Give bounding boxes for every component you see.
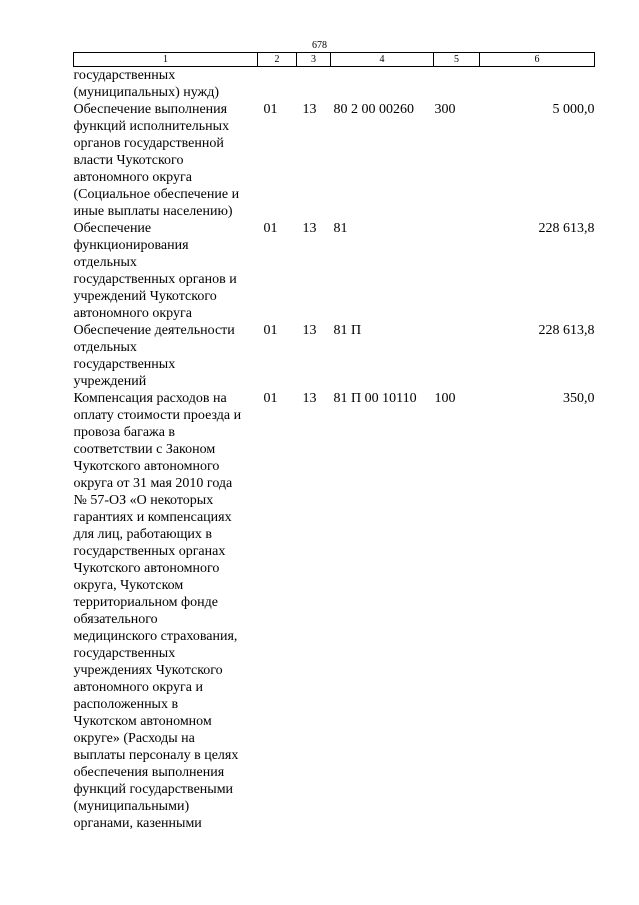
- description-line: функций государствеными: [73, 782, 234, 797]
- description-line: (муниципальных) нужд): [73, 85, 220, 100]
- description-line: округа, Чукотском: [73, 578, 184, 593]
- expense-type-code: 300: [434, 102, 456, 117]
- description-line: органами, казенными: [73, 816, 202, 831]
- description-line: (муниципальными): [73, 799, 190, 814]
- description-line: функционирования: [73, 238, 189, 253]
- description-line: Обеспечение деятельности: [73, 323, 235, 338]
- description-line: государственных органах: [73, 544, 226, 559]
- row-description: [74, 101, 258, 220]
- section-code: [258, 67, 297, 102]
- column-header-3: 3: [297, 53, 331, 67]
- description-line: провоза багажа в: [73, 425, 176, 440]
- table-row: [74, 220, 595, 322]
- description-line: территориальном фонде: [73, 595, 218, 610]
- header-row: [74, 53, 595, 67]
- table-row: [74, 67, 595, 102]
- description-line: государственных: [73, 357, 176, 372]
- section-code: 01: [263, 391, 278, 406]
- description-line: функций исполнительных: [73, 119, 230, 134]
- description-line: государственных органов и: [73, 272, 237, 287]
- amount: 5 000,0: [552, 102, 595, 117]
- description-line: медицинского страхования,: [73, 629, 238, 644]
- expense-type-code: 100: [434, 391, 456, 406]
- description-line: учреждений Чукотского: [73, 289, 217, 304]
- description-line: Обеспечение выполнения: [73, 102, 228, 117]
- target-article-code: 81: [333, 221, 348, 236]
- row-description: [74, 67, 258, 102]
- description-line: Обеспечение: [73, 221, 152, 236]
- table-row: [74, 322, 595, 390]
- table-row: [74, 101, 595, 220]
- description-line: (Социальное обеспечение и: [73, 187, 240, 202]
- description-line: государственных: [73, 68, 176, 83]
- description-line: для лиц, работающих в: [73, 527, 213, 542]
- description-line: оплату стоимости проезда и: [73, 408, 242, 423]
- description-line: округе» (Расходы на: [73, 731, 195, 746]
- table-row: [74, 390, 595, 832]
- description-line: гарантиях и компенсациях: [73, 510, 232, 525]
- amount: 228 613,8: [538, 323, 595, 338]
- target-article-code: 81 П: [333, 323, 362, 338]
- description-line: автономного округа: [73, 170, 192, 185]
- column-header-5: 5: [434, 53, 480, 67]
- description-line: обеспечения выполнения: [73, 765, 225, 780]
- description-line: Чукотского автономного: [73, 459, 220, 474]
- description-line: власти Чукотского: [73, 153, 184, 168]
- description-line: учреждений: [73, 374, 147, 389]
- row-description: [74, 220, 258, 322]
- description-line: Чукотском автономном: [73, 714, 212, 729]
- page-number: 678: [312, 40, 327, 51]
- target-article-code: 80 2 00 00260: [333, 102, 414, 117]
- description-line: органов государственной: [73, 136, 224, 151]
- amount: 228 613,8: [538, 221, 595, 236]
- subsection-code: 13: [302, 323, 317, 338]
- column-header-2: 2: [258, 53, 297, 67]
- description-line: иные выплаты населению): [73, 204, 233, 219]
- target-article-code: [331, 67, 434, 102]
- description-line: автономного округа и: [73, 680, 203, 695]
- description-line: отдельных: [73, 340, 137, 355]
- section-code: 01: [263, 221, 278, 236]
- description-line: выплаты персоналу в целях: [73, 748, 239, 763]
- section-code: 01: [263, 102, 278, 117]
- amount: 350,0: [563, 391, 595, 406]
- description-line: государственных: [73, 646, 176, 661]
- description-line: Чукотского автономного: [73, 561, 220, 576]
- table-body: [74, 67, 595, 833]
- row-description: [74, 390, 258, 832]
- budget-table: [73, 52, 595, 832]
- column-header-4: 4: [331, 53, 434, 67]
- column-header-1: 1: [74, 53, 258, 67]
- description-line: учреждениях Чукотского: [73, 663, 223, 678]
- expense-type-code: [434, 322, 480, 390]
- row-description: [74, 322, 258, 390]
- amount: [480, 67, 595, 102]
- expense-type-code: [434, 67, 480, 102]
- subsection-code: [297, 67, 331, 102]
- subsection-code: 13: [302, 221, 317, 236]
- target-article-code: 81 П 00 10110: [333, 391, 417, 406]
- description-line: автономного округа: [73, 306, 192, 321]
- description-line: соответствии с Законом: [73, 442, 216, 457]
- column-header-6: 6: [480, 53, 595, 67]
- description-line: отдельных: [73, 255, 137, 270]
- description-line: № 57-ОЗ «О некоторых: [73, 493, 214, 508]
- subsection-code: 13: [302, 391, 317, 406]
- description-line: расположенных в: [73, 697, 179, 712]
- section-code: 01: [263, 323, 278, 338]
- description-line: округа от 31 мая 2010 года: [73, 476, 233, 491]
- expense-type-code: [434, 220, 480, 322]
- description-line: обязательного: [73, 612, 158, 627]
- description-line: Компенсация расходов на: [73, 391, 227, 406]
- subsection-code: 13: [302, 102, 317, 117]
